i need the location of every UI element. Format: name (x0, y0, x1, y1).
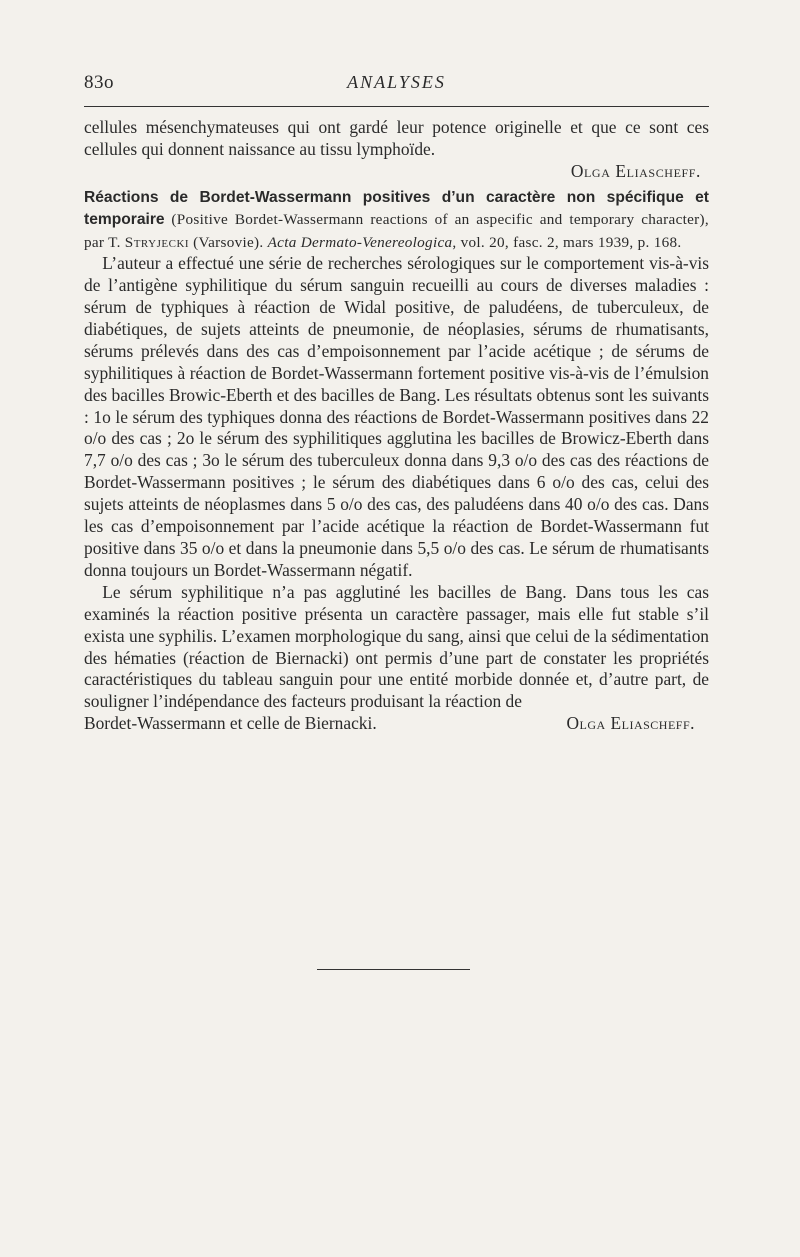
author-location: (Varsovie). (189, 233, 268, 251)
closing-sentence: Bordet-Wassermann et celle de Biernacki. (84, 713, 377, 734)
volume-number: 20 (489, 233, 505, 251)
header-rule (84, 106, 709, 107)
running-head-title: ANALYSES (347, 72, 446, 92)
article-title: Réactions de Bordet-Wassermann positives d’un caractère non spécifique et temporaire (84, 188, 709, 229)
section-end-rule (317, 969, 470, 970)
article-closing-line (84, 713, 709, 735)
author-name: Stryjecki (124, 233, 190, 251)
article-paragraph-1: L’auteur a effectué une série de recherches sérologiques sur le comportement vis-à-vis de l’antigène syphilitique du sérum sanguin recueilli au cours de diverses maladies : sérum de typhiques à réaction de Widal positive, de paludéens, de tuberculeux, de diabétiques, de sujets atteints de pneumonie, de néoplasies, sérums de rhumatisants, sérums prélevés dans des cas d’empoisonnement par l’acide acétique ; de sérums de syphilitiques à réaction de Bordet-Wassermann fortement positive vis-à-vis de l’émulsion des bacilles Browic-Eberth et des bacilles de Bang. Les résultats obtenus sont les suivants : 1o le sérum des typhiques donna des réactions de Bordet-Wassermann positives dans 22 o/o des cas ; 2o le sérum des syphilitiques agglutina les bacilles de Browicz-Eberth dans 7,7 o/o des cas ; 3o le sérum des tuberculeux donna dans 9,3 o/o des cas des réactions de Bordet-Wassermann positives ; le sérum des diabétiques dans 6 o/o des cas, celui des sujets atteints de néoplasmes dans 5 o/o des cas, des paludéens dans 40 o/o des cas. Dans les cas d’empoisonnement par l’acide acétique la réaction de Bordet-Wassermann fut positive dans 35 o/o et dans la pneumonie dans 5,5 o/o des cas. Le sérum de rhumatisants donna toujours un Bordet-Wassermann négatif. (84, 253, 709, 580)
previous-abstract-text: cellules mésenchymateuses qui ont gardé leur potence originelle et que ce sont ces cellules qui donnent naissance au tissu lymphoïde. (84, 117, 709, 159)
page-body (84, 117, 709, 735)
article-paragraph-2: Le sérum syphilitique n’a pas agglutiné les bacilles de Bang. Dans tous les cas examinés la réaction positive présenta un caractère passager, mais elle fut stable s’il exista une syphilis. L’examen morphologique du sang, ainsi que celui de la sédimentation des hématies (réaction de Biernacki) ont permis d’une part de constater les propriétés caractéristiques du tableau sanguin pour une entité morbide donnée et, d’autre part, de souligner l’indépendance des facteurs produisant la réaction de (84, 581, 709, 712)
volume-prefix: , vol. (452, 233, 490, 251)
article-reference (84, 186, 709, 254)
running-head (84, 72, 709, 96)
reference-translation: (Positive Bordet-Wassermann reactions of an aspecific and temporary character), par T. (84, 211, 709, 251)
page-number: 83o (84, 72, 114, 93)
previous-abstract-signature: Olga Eliascheff. (570, 160, 701, 181)
issue-details: , fasc. 2, mars 1939, p. 168. (504, 233, 682, 251)
article-signature: Olga Eliascheff. (566, 713, 695, 734)
journal-name: Acta Dermato-Venereologica (267, 233, 453, 251)
